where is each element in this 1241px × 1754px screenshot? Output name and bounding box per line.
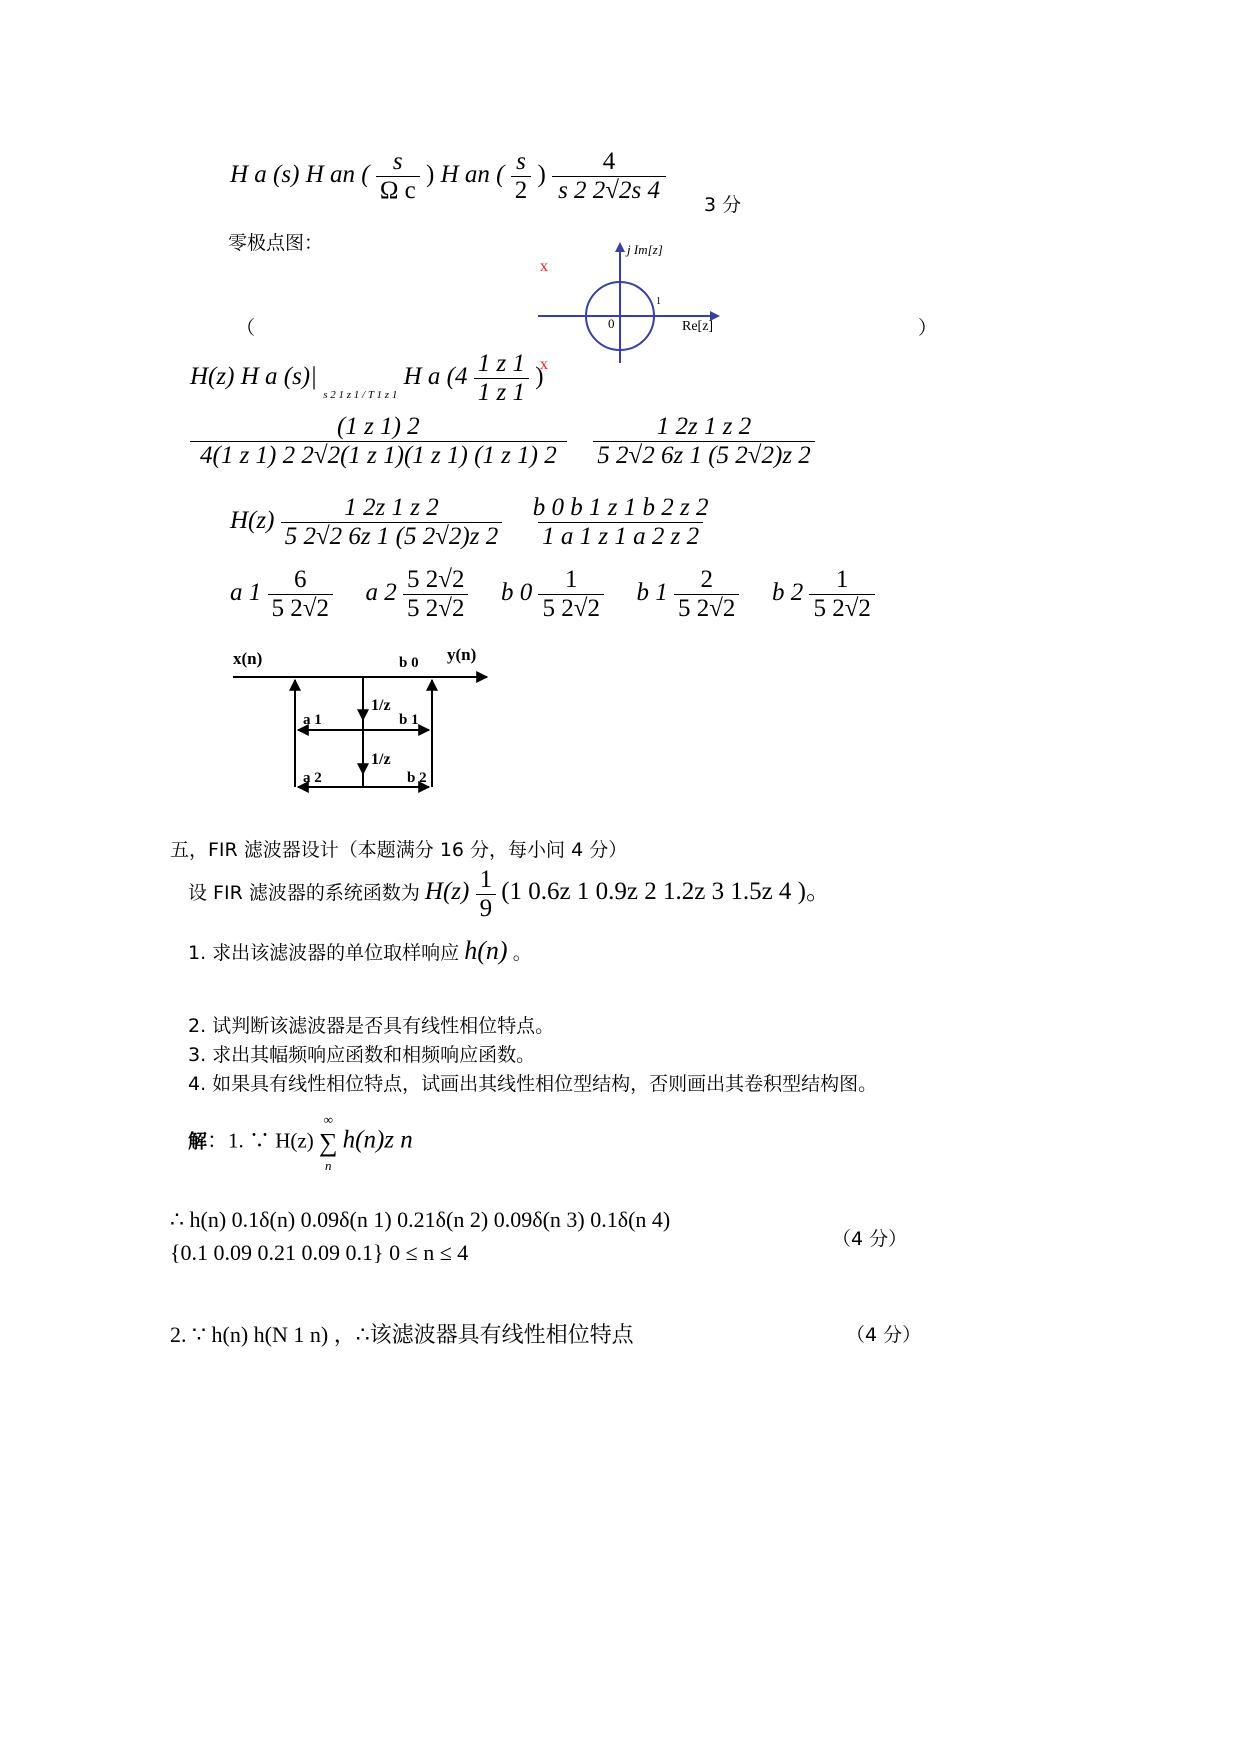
eq-hz1-line: H(z) H a (s)| $_{s 2 1 z 1 / T 1 z 1}$ H a (4 $\frac{1 z 1}{1 z 1}$ )	[190, 350, 544, 406]
paren-open: （	[236, 317, 256, 339]
sum-symbol: ∞ ∑ n	[319, 1112, 338, 1173]
eq-hz3-line: H(z) $\frac{1 2z 1 z 2}{5 2√2 6z 1 (5 2√2)z 2}$ $\frac{b 0 b 1 z 1 b 2 z 2}{1 a 1 z 1 a 2 z 2}$	[230, 494, 712, 551]
flow-a1-label: a 1	[303, 712, 322, 728]
eq-hz2-frac2: $\frac{1 2z 1 z 2}{5 2√2 6z 1 (5 2√2)z 2}$	[593, 413, 815, 470]
flow-delay2-label: 1/z	[371, 751, 391, 768]
solution-score2: （4 分）	[846, 1324, 922, 1346]
solution-step1: 解：1. ∵ H(z) ∞ ∑ n h(n)z n	[188, 1112, 413, 1173]
zero-pole-plot	[520, 238, 740, 378]
section5-intro-line: 设 FIR 滤波器的系统函数为 H(z) $\frac{1}{9}$ (1 0.6z 1 0.9z 2 1.2z 3 1.5z 4 )。	[188, 866, 831, 922]
flow-y-label: y(n)	[447, 645, 477, 664]
solution-step2: 2. ∵ h(n) h(N 1 n) ，∴该滤波器具有线性相位特点	[170, 1322, 634, 1347]
eq-hz2-line	[190, 413, 815, 470]
question-2: 2. 试判断该滤波器是否具有线性相位特点。	[188, 1015, 555, 1037]
unit-label: 1	[656, 296, 661, 307]
eq-ha-frac3: $\frac{4}{s 2 2√2s 4}$	[552, 148, 666, 205]
coeff-a1: a 1 $\frac{6}{5 2√2}$	[230, 579, 339, 606]
imag-axis-arrow	[615, 242, 625, 252]
eq-ha-frac1: $\frac{s}{\text{Ω c}}$	[376, 148, 420, 205]
eq-ha-han2: H an (	[440, 161, 505, 189]
flow-x-label: x(n)	[233, 649, 263, 668]
question-1: 1. 求出该滤波器的单位取样响应 h(n) 。	[188, 936, 532, 965]
solution-score1: （4 分）	[832, 1228, 908, 1250]
question-3: 3. 求出其幅频响应函数和相频响应函数。	[188, 1044, 536, 1066]
origin-label: 0	[608, 316, 615, 331]
coeff-b1: b 1 $\frac{2}{5 2√2}$	[636, 579, 745, 606]
solution-line1: ∴ h(n) 0.1δ(n) 0.09δ(n 1) 0.21δ(n 2) 0.09δ(n 3) 0.1δ(n 4)	[170, 1207, 671, 1232]
flow-delay1-label: 1/z	[371, 697, 391, 714]
section5-heading: 五，FIR 滤波器设计（本题满分 16 分，每小问 4 分）	[170, 839, 628, 861]
eq-ha-line: H a (s) H an ( $\frac{s}{\text{Ω c}}$ ) H an ( $\frac{s}{2}$ ) $\frac{4}{s 2 2√2s 4}$	[230, 148, 666, 205]
coeff-line	[230, 566, 875, 623]
flow-a2-label: a 2	[303, 770, 322, 786]
coeff-a2: a 2 $\frac{5 2√2}{5 2√2}$	[365, 579, 474, 606]
solution-line2: {0.1 0.09 0.21 0.09 0.1} 0 ≤ n ≤ 4	[170, 1240, 469, 1265]
flow-b2-label: b 2	[407, 770, 427, 786]
imag-axis-label: j Im[z]	[627, 242, 663, 257]
eq-ha-lhs: H a (s)	[230, 161, 306, 189]
flow-b0-label: b 0	[399, 655, 419, 671]
eq-ha-frac2: $\frac{s}{2}$	[511, 148, 532, 205]
coeff-b0: b 0 $\frac{1}{5 2√2}$	[501, 579, 610, 606]
pole-mark-lower: x	[540, 356, 548, 373]
eq-hz2-frac1: $\frac{(1 z 1) 2}{4(1 z 1) 2 2√2(1 z 1)(1 z 1) (1 z 1) 2}$	[190, 413, 567, 470]
zero-pole-label: 零极点图：	[228, 232, 324, 254]
eq-ha-han1: H an (	[305, 161, 370, 189]
eq-hz3-frac2: $\frac{b 0 b 1 z 1 b 2 z 2}{1 a 1 z 1 a 2 z 2}$	[532, 494, 709, 550]
paren-close: ）	[918, 317, 938, 339]
eq-hz3-frac1: $\frac{1 2z 1 z 2}{5 2√2 6z 1 (5 2√2)z 2}$	[281, 494, 503, 551]
flow-b1-label: b 1	[399, 712, 419, 728]
flow-diagram	[225, 640, 515, 805]
pole-mark-upper: x	[540, 258, 548, 275]
question-4: 4. 如果具有线性相位特点，试画出其线性相位型结构，否则画出其卷积型结构图。	[188, 1073, 878, 1095]
eq-hz1-subscript: s 2 1 z 1 / T 1 z 1	[323, 389, 398, 402]
coeff-b2: b 2 $\frac{1}{5 2√2}$	[772, 579, 875, 606]
real-axis-label: Re[z]	[682, 319, 714, 334]
eq-ha-score: 3 分	[704, 194, 742, 216]
